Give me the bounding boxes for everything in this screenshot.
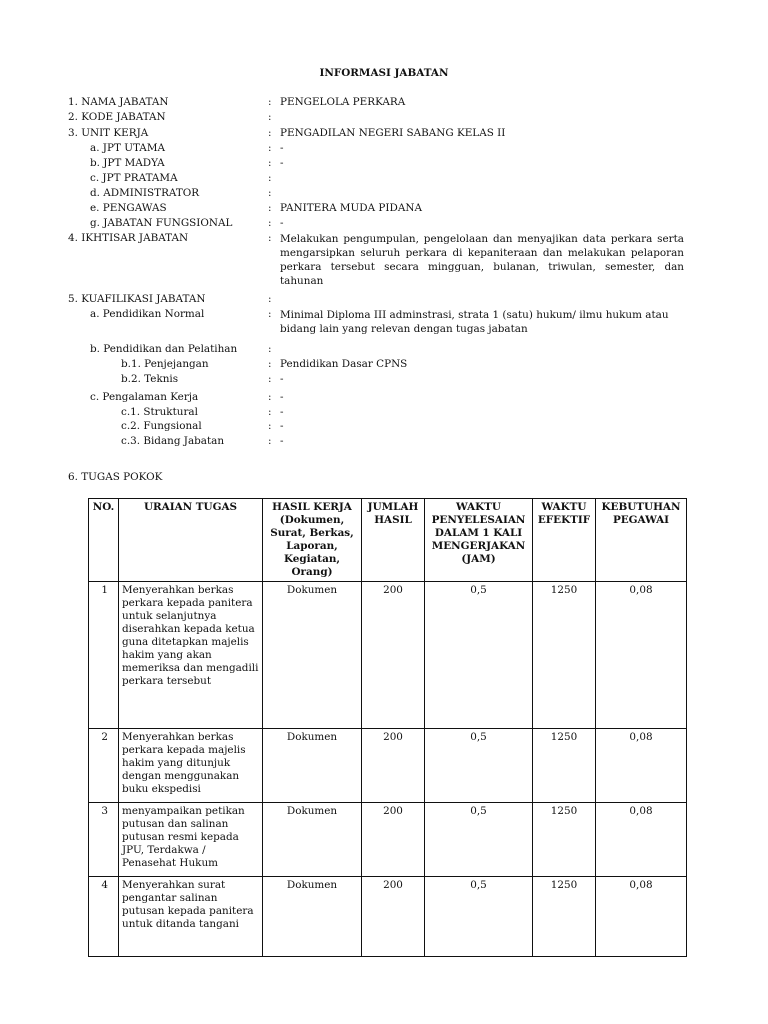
- cell-jumlah: 200: [362, 582, 425, 729]
- paragraph-line: Minimal Diploma III adminstrasi, strata 1 (satu) hukum/ ilmu hukum atau: [280, 309, 669, 321]
- cell-hasil: Dokumen: [263, 582, 362, 729]
- cell-hasil: Dokumen: [263, 877, 362, 957]
- header-uraian-tugas: URAIAN TUGAS: [119, 499, 263, 582]
- field-jpt-pratama: [0, 172, 768, 186]
- field-label: e. PENGAWAS: [90, 202, 167, 214]
- table-row: [89, 729, 687, 803]
- cell-no: 2: [89, 729, 119, 803]
- field-jpt-utama: [0, 142, 768, 156]
- cell-kebutuhan: 0,08: [596, 877, 687, 957]
- field-label: b. JPT MADYA: [90, 157, 165, 169]
- field-bidang-jabatan: [0, 435, 768, 449]
- field-label: 4. IKHTISAR JABATAN: [68, 232, 189, 244]
- field-colon: :: [268, 343, 272, 355]
- paragraph-line: perkara tersebut secara mingguan, bulanan, triwulan, semester, dan tahunan: [280, 261, 684, 287]
- cell-no: 3: [89, 803, 119, 877]
- field-value: -: [280, 420, 284, 432]
- field-value: -: [280, 391, 284, 403]
- section-tugas-pokok: [0, 471, 768, 485]
- field-label: 2. KODE JABATAN: [68, 111, 166, 123]
- field-value: -: [280, 217, 284, 229]
- cell-uraian: Menyerahkan berkas perkara kepada majelis hakim yang ditunjuk dengan menggunakan buku ekspedisi: [119, 729, 263, 803]
- field-kualifikasi-jabatan: [0, 293, 768, 307]
- paragraph-line: bidang lain yang relevan dengan tugas jabatan: [280, 323, 528, 335]
- header-jumlah-hasil: JUMLAH HASIL: [362, 499, 425, 582]
- field-colon: :: [268, 111, 272, 123]
- cell-hasil: Dokumen: [263, 803, 362, 877]
- field-colon: :: [268, 293, 272, 305]
- document-title: INFORMASI JABATAN: [319, 67, 449, 79]
- field-colon: :: [268, 187, 272, 199]
- field-nama-jabatan: [0, 96, 768, 110]
- field-pengawas: [0, 202, 768, 216]
- field-colon: :: [268, 217, 272, 229]
- field-label: c.3. Bidang Jabatan: [121, 435, 225, 447]
- field-colon: :: [268, 202, 272, 214]
- field-struktural: [0, 406, 768, 420]
- cell-uraian: Menyerahkan surat pengantar salinan putusan kepada panitera untuk ditanda tangani: [119, 877, 263, 957]
- field-label: d. ADMINISTRATOR: [90, 187, 200, 199]
- header-hasil-kerja: HASIL KERJA (Dokumen, Surat, Berkas, Laporan, Kegiatan, Orang): [263, 499, 362, 582]
- field-label: c.1. Struktural: [121, 406, 198, 418]
- field-value: PENGADILAN NEGERI SABANG KELAS II: [280, 127, 506, 139]
- table-row: [89, 877, 687, 957]
- field-administrator: [0, 187, 768, 201]
- cell-waktu: 0,5: [425, 729, 533, 803]
- cell-jumlah: 200: [362, 729, 425, 803]
- field-colon: :: [268, 232, 272, 244]
- field-colon: :: [268, 142, 272, 154]
- field-pendidikan-pelatihan: [0, 343, 768, 357]
- field-label: c. Pengalaman Kerja: [90, 391, 199, 403]
- field-jabatan-fungsional: [0, 217, 768, 231]
- field-teknis: [0, 373, 768, 387]
- field-value: -: [280, 435, 284, 447]
- field-kode-jabatan: [0, 111, 768, 125]
- table-row: [89, 803, 687, 877]
- field-colon: :: [268, 157, 272, 169]
- pendidikan-normal-paragraph: [280, 308, 684, 336]
- field-colon: :: [268, 373, 272, 385]
- table-header-row: [89, 499, 687, 582]
- cell-kebutuhan: 0,08: [596, 803, 687, 877]
- header-no: NO.: [89, 499, 119, 582]
- field-unit-kerja: [0, 127, 768, 141]
- field-value: PANITERA MUDA PIDANA: [280, 202, 422, 214]
- field-colon: :: [268, 127, 272, 139]
- field-jpt-madya: [0, 157, 768, 171]
- field-value: -: [280, 157, 284, 169]
- field-label: b.2. Teknis: [121, 373, 179, 385]
- field-colon: :: [268, 308, 272, 320]
- cell-efektif: 1250: [533, 877, 596, 957]
- field-penjejangan: [0, 358, 768, 372]
- field-label: 3. UNIT KERJA: [68, 127, 149, 139]
- field-colon: :: [268, 435, 272, 447]
- field-label: a. Pendidikan Normal: [90, 308, 205, 320]
- field-value: -: [280, 142, 284, 154]
- cell-waktu: 0,5: [425, 582, 533, 729]
- cell-hasil: Dokumen: [263, 729, 362, 803]
- header-waktu-efektif: WAKTU EFEKTIF: [533, 499, 596, 582]
- paragraph-line: Melakukan pengumpulan, pengelolaan dan menyajikan data perkara serta: [280, 233, 684, 245]
- field-colon: :: [268, 420, 272, 432]
- field-colon: :: [268, 172, 272, 184]
- cell-uraian: menyampaikan petikan putusan dan salinan putusan resmi kepada JPU, Terdakwa / Penasehat Hukum: [119, 803, 263, 877]
- field-colon: :: [268, 358, 272, 370]
- field-label: 1. NAMA JABATAN: [68, 96, 169, 108]
- field-label: g. JABATAN FUNGSIONAL: [90, 217, 233, 229]
- field-fungsional: [0, 420, 768, 434]
- field-value: PENGELOLA PERKARA: [280, 96, 406, 108]
- cell-no: 4: [89, 877, 119, 957]
- cell-jumlah: 200: [362, 877, 425, 957]
- cell-efektif: 1250: [533, 729, 596, 803]
- field-colon: :: [268, 391, 272, 403]
- tugas-pokok-table: [88, 498, 687, 957]
- table-row: [89, 582, 687, 729]
- cell-no: 1: [89, 582, 119, 729]
- cell-waktu: 0,5: [425, 877, 533, 957]
- field-value: -: [280, 373, 284, 385]
- cell-efektif: 1250: [533, 582, 596, 729]
- field-label: c.2. Fungsional: [121, 420, 202, 432]
- field-value: -: [280, 406, 284, 418]
- cell-efektif: 1250: [533, 803, 596, 877]
- ikhtisar-paragraph: [280, 232, 684, 288]
- cell-kebutuhan: 0,08: [596, 729, 687, 803]
- field-value: Pendidikan Dasar CPNS: [280, 358, 408, 370]
- section-heading: 6. TUGAS POKOK: [68, 471, 163, 483]
- field-pengalaman-kerja: [0, 391, 768, 405]
- field-colon: :: [268, 406, 272, 418]
- field-label: 5. KUAFILIKASI JABATAN: [68, 293, 206, 305]
- field-label: c. JPT PRATAMA: [90, 172, 178, 184]
- field-label: b. Pendidikan dan Pelatihan: [90, 343, 238, 355]
- cell-uraian: Menyerahkan berkas perkara kepada panitera untuk selanjutnya diserahkan kepada ketua guna ditetapkan majelis hakim yang akan memeriksa dan mengadili perkara tersebut: [119, 582, 263, 729]
- header-kebutuhan-pegawai: KEBUTUHAN PEGAWAI: [596, 499, 687, 582]
- cell-jumlah: 200: [362, 803, 425, 877]
- field-colon: :: [268, 96, 272, 108]
- field-label: a. JPT UTAMA: [90, 142, 165, 154]
- paragraph-line: mengarsipkan seluruh perkara di kepaniteraan dan melakukan pelaporan: [280, 247, 684, 259]
- cell-kebutuhan: 0,08: [596, 582, 687, 729]
- field-label: b.1. Penjejangan: [121, 358, 209, 370]
- header-waktu-penyelesaian: WAKTU PENYELESAIAN DALAM 1 KALI MENGERJAKAN (JAM): [425, 499, 533, 582]
- cell-waktu: 0,5: [425, 803, 533, 877]
